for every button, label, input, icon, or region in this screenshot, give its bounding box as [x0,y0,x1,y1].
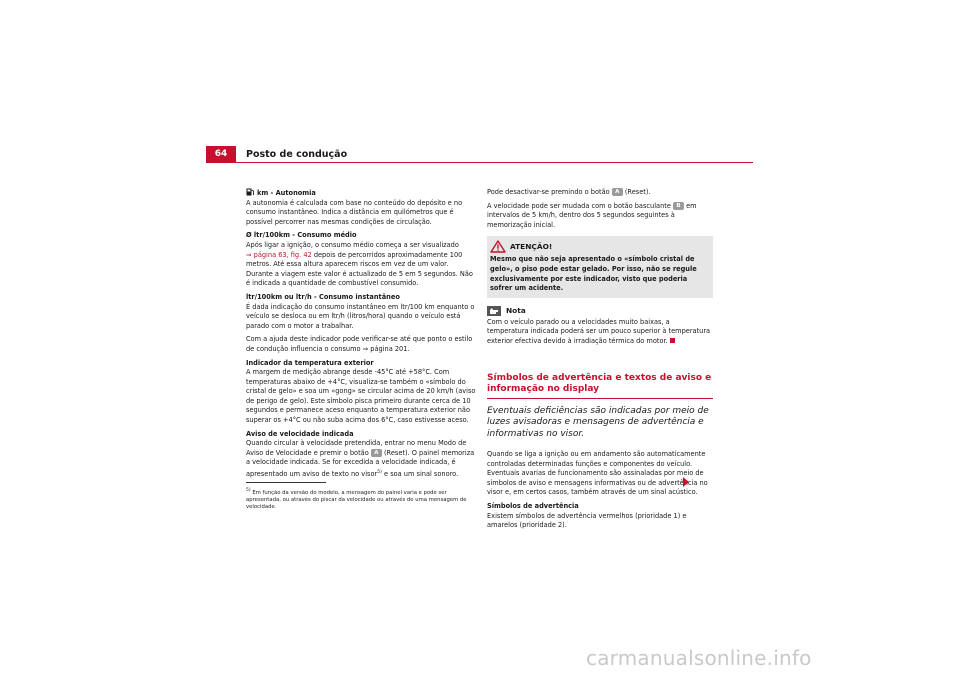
left-column [246,188,476,484]
note-title: Nota [506,305,526,315]
avg-consumption-heading: Ø ltr/100km - Consumo médio [246,231,357,240]
speed-text-1: Quando circular à velocidade pretendida, entrar no menu Modo de Aviso de Velocidade e premir o botão [246,439,467,457]
warning-header [490,239,710,253]
note-header [487,304,713,318]
watermark: carmanualsonline.info [586,646,812,670]
footnote-divider [246,482,326,483]
page-number-badge: 64 [206,146,236,162]
symbols-text: Existem símbolos de advertência vermelhos (prioridade 1) e amarelos (prioridade 2). [487,511,687,530]
avg-text-2: depois de percorridos aproximadamente 100 metros. Até essa altura aparecem riscos em vez de um valor. Durante a viagem este valor é actualizado de 5 em 5 segundos. Não é indicada a quantidade de combustível consumido. [246,250,473,288]
p1-text-b: (Reset). [624,188,651,196]
autonomy-heading [246,188,476,199]
section-text: Quando se liga a ignição ou em andamento são automaticamente controladas determinadas funções e componentes do veículo. Eventuais avarias de funcionamento são assinaladas por meio de símbolos de aviso e mensagens informativas ou de advertência no visor e, em certos casos, também através de um sinal acústico. [487,450,708,497]
autonomy-heading-text: km - Autonomia [257,189,316,197]
right-column [487,188,713,535]
continue-arrow-icon [683,477,689,487]
speed-text-3: e soa um sinal sonoro. [384,470,459,479]
reset-button-symbol-2: A [612,188,623,196]
warning-triangle-icon [490,240,506,253]
p1-text-a: Pode desactivar-se premindo o botão [487,188,610,196]
reset-button-symbol: A [371,449,382,457]
footnote-ref: 5) [377,470,382,476]
instant-consumption-heading: ltr/100km ou ltr/h - Consumo instantâneo [246,292,400,301]
footnote-text: Em função da versão do modelo, a mensagem do painel varia e pode ser apresentada, ou através do piscar da velocidade ou através de uma mensagem de velocidade. [246,489,467,511]
end-of-section-marker [670,338,675,343]
section-title: Símbolos de advertência e textos de aviso e informação no display [487,373,713,399]
note-hand-icon [487,306,501,316]
avg-consumption-text [246,241,476,289]
note-text [487,318,713,347]
instant-consumption-text: É dada indicação do consumo instantâneo em ltr/100 km enquanto o veículo se desloca ou em ltr/h (litros/hora) quando o veículo está parado com o motor a trabalhar. [246,302,475,330]
note-text-body: Com o veículo parado ou a velocidades muito baixas, a temperatura indicada poderá ser um pouco superior à temperatura exterior efectiva devido à irradiação térmica do motor. [487,317,711,345]
rocker-button-symbol: B [673,202,684,210]
reset-deactivate-text [487,188,713,198]
avg-text-1: Após ligar a ignição, o consumo médio começa a ser visualizado [246,240,459,249]
symbols-heading: Símbolos de advertência [487,502,579,510]
footnote-mark: 5) [246,488,251,493]
page-header-title: Posto de condução [246,149,348,160]
warning-title: ATENÇÃO! [510,241,553,251]
speed-warning-heading: Aviso de velocidade indicada [246,429,354,438]
rocker-button-text [487,202,713,231]
warning-text: Mesmo que não seja apresentado o «símbolo cristal de gelo», o piso pode estar gelado. Por isso, não se regule exclusivamente por este indicador, visto que poderia sofrer um acidente. [490,255,697,293]
temperature-text: A margem de medição abrange desde -45°C até +58°C. Com temperaturas abaixo de +4°C, visualiza-se também o «símbolo do cristal de gelo» e soa um «gong» se circular acima de 20 km/h (aviso de perigo de gelo). Este símbolo pisca primeiro durante cerca de 10 segundos e permanece aceso enquanto a temperatura exterior não superar os +4°C ou não suba acima dos 6°C, caso estivesse aceso. [246,368,476,425]
inst-text-2a: Com a ajuda deste indicador pode verificar-se até que ponto o estilo de condução influencia o consumo [246,335,473,353]
figure-reference-link[interactable]: página 63, fig. 42 [253,250,312,259]
inst-page-ref[interactable]: ⇒ página 201. [362,344,410,353]
temperature-heading: Indicador da temperatura exterior [246,358,374,367]
header-divider [206,162,753,163]
autonomy-text: A autonomia é calculada com base no conteúdo do depósito e no consumo instantâneo. Indica a distância em quilómetros que é possível percorrer nas mesmas condições de circulação. [246,198,463,226]
speed-text-2: (Reset). O painel memoriza a velocidade indicada. Se for excedida a velocidade indicada, é apresentado um aviso de texto no visor [246,448,475,479]
avg-arrow: ⇒ [246,250,252,259]
speed-warning-text [246,439,476,480]
p2-text-b: em intervalos de 5 km/h, dentro dos 5 segundos seguintes à memorização inicial. [487,201,697,229]
warning-box [487,236,713,297]
footnote [246,487,476,511]
p2-text-a: A velocidade pode ser mudada com o botão basculante [487,201,671,210]
section-subtitle: Eventuais deficiências são indicadas por meio de luzes avisadoras e mensagens de advertência e informativas no visor. [487,405,709,439]
instant-consumption-text-2 [246,335,476,354]
fuel-pump-icon [246,188,255,196]
